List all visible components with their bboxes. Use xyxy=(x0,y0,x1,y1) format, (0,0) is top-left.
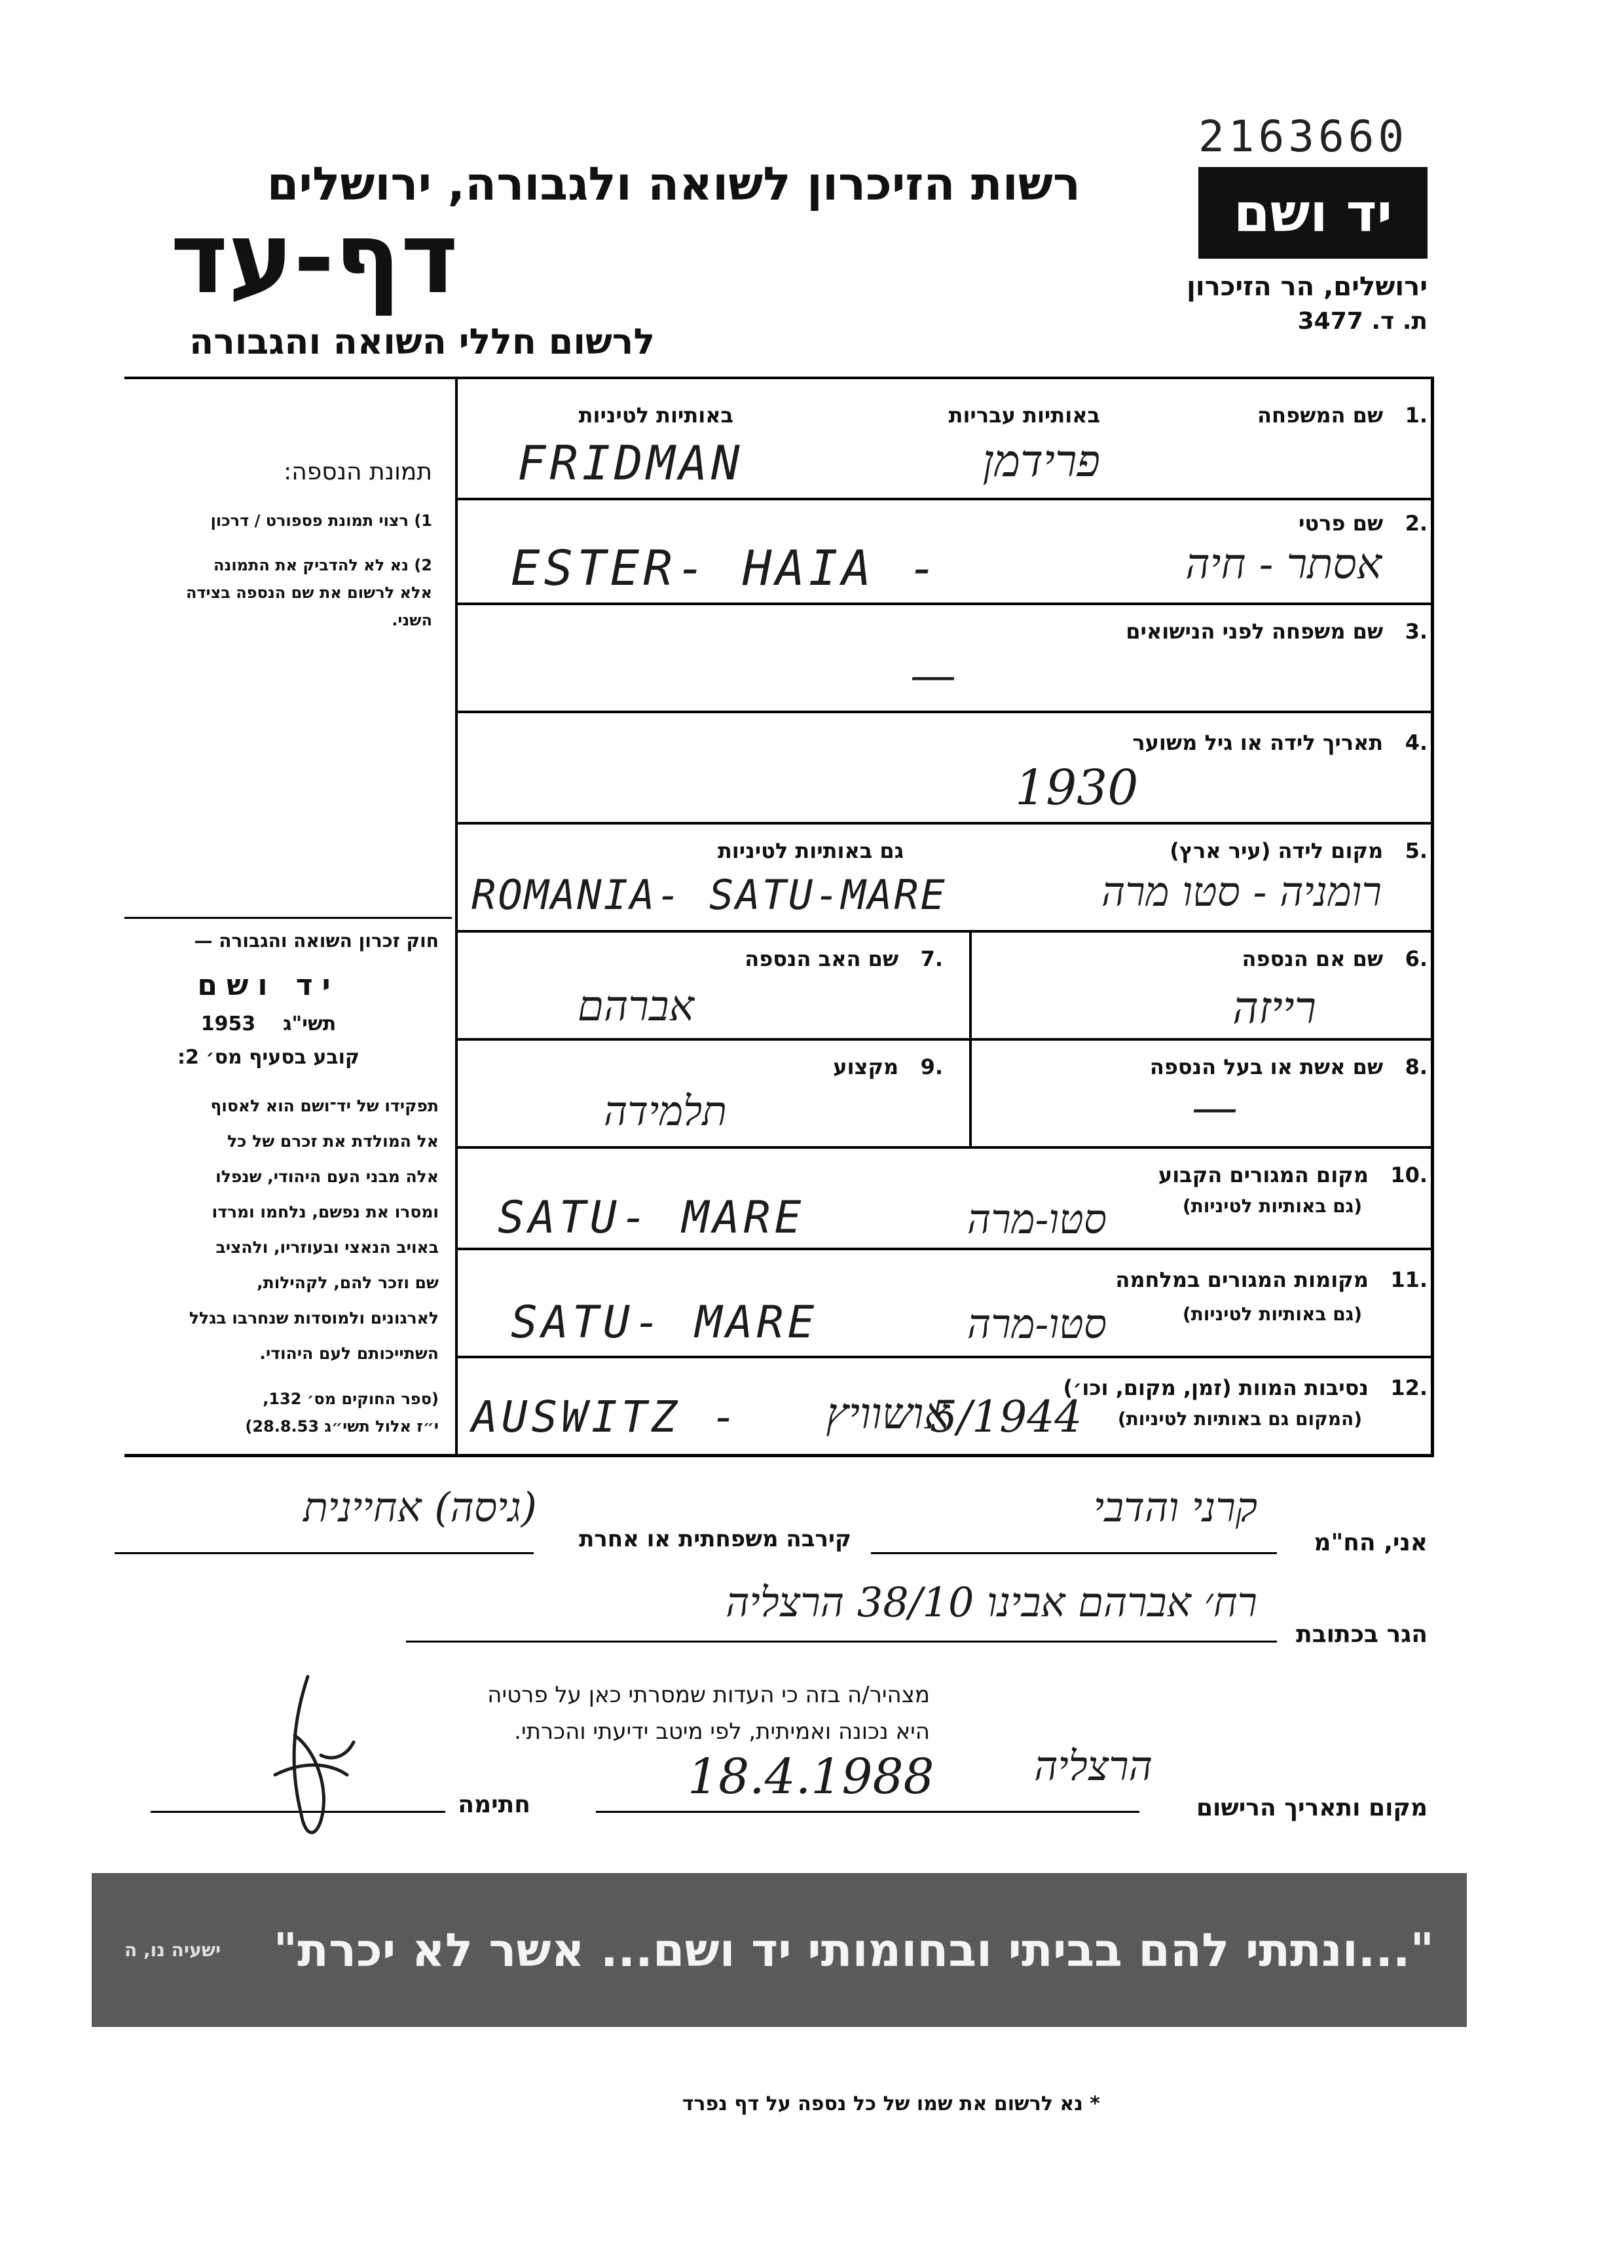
field-number: .9 xyxy=(920,1054,943,1079)
field-6-label xyxy=(1242,946,1428,971)
field-number: .12 xyxy=(1390,1375,1428,1400)
field-2-label xyxy=(1299,511,1428,536)
law-name: יד ושם xyxy=(197,969,340,1002)
field-label: שם האב הנספה xyxy=(745,946,899,971)
first-name-hebrew-value: אסתר - חיה xyxy=(1185,540,1382,589)
field-number: .8 xyxy=(1405,1054,1428,1079)
field-3-label xyxy=(1126,619,1428,644)
yad-vashem-logo xyxy=(1198,167,1428,259)
row-divider xyxy=(455,1356,1434,1358)
law-title: חוק זכרון השואה והגבורה — xyxy=(194,930,439,952)
row-divider xyxy=(455,498,1434,500)
field-label: נסיבות המוות (זמן, מקום, וכו׳) xyxy=(1063,1375,1369,1400)
field-label: תאריך לידה או גיל משוער xyxy=(1132,730,1384,755)
field-number: .5 xyxy=(1405,838,1428,863)
header-rule xyxy=(124,377,1434,379)
declarant-intro: אני, הח"מ xyxy=(1314,1529,1428,1556)
field-4-label xyxy=(1132,730,1428,755)
field-number: .11 xyxy=(1390,1267,1428,1292)
profession-value: תלמידה xyxy=(603,1087,727,1135)
field-8-label xyxy=(1150,1054,1428,1079)
law-line: אל המולדת את זכרם של כל xyxy=(227,1132,439,1151)
row-divider xyxy=(455,603,1434,605)
field-number: .2 xyxy=(1405,511,1428,536)
field-number: .4 xyxy=(1405,730,1428,755)
field-10-note: (גם באותיות לטיניות) xyxy=(1182,1195,1362,1217)
row-divider xyxy=(455,711,1434,713)
field-label: מקצוע xyxy=(833,1054,899,1079)
logo-text: יד ושם xyxy=(1233,182,1393,244)
row-divider xyxy=(124,1454,1434,1457)
relation-label: קירבה משפחתית או אחרת xyxy=(579,1526,851,1552)
residence-hebrew-value: סטו-מרה xyxy=(967,1195,1107,1243)
field-1-label xyxy=(1257,403,1428,428)
form-title: דף-עד xyxy=(170,202,458,316)
field-label: שם המשפחה xyxy=(1257,403,1384,428)
photo-note xyxy=(118,458,432,629)
quote-banner xyxy=(92,1873,1467,2027)
photo-note-line: 2) נא לא להדביק את התמונה xyxy=(213,556,432,574)
relation-underline xyxy=(115,1552,534,1554)
law-reference: (ספר החוקים מס׳ 132, xyxy=(263,1390,439,1408)
column-divider xyxy=(969,930,972,1146)
row-divider xyxy=(455,1038,1434,1041)
wartime-residence-hebrew-value: סטו-מרה xyxy=(967,1300,1107,1348)
residence-latin-value: SATU- MARE xyxy=(498,1192,805,1244)
row-divider xyxy=(455,930,1434,933)
registration-place-value: הרצליה xyxy=(1034,1742,1153,1790)
photo-note-line: השני. xyxy=(392,611,432,629)
birth-place-hebrew-value: רומניה - סטו מרה xyxy=(1101,868,1382,916)
field-10-label xyxy=(1158,1162,1428,1187)
field-9-label xyxy=(833,1054,943,1079)
form-right-border xyxy=(1431,377,1434,1454)
field-label: מקומות המגורים במלחמה xyxy=(1115,1267,1369,1292)
field-number: .10 xyxy=(1390,1162,1428,1187)
address-label: הגר בכתובת xyxy=(1296,1621,1428,1648)
field-7-label xyxy=(745,946,943,971)
law-paragraph xyxy=(98,1088,439,1371)
date-underline xyxy=(596,1811,1139,1813)
address-value: רח׳ אברהם אבינו 38/10 הרצליה xyxy=(726,1578,1257,1626)
row-divider xyxy=(455,1248,1434,1250)
law-line: אלה מבני העם היהודי, שנפלו xyxy=(215,1167,439,1186)
surname-hebrew-value: פרידמן xyxy=(982,436,1100,487)
authority-title: רשות הזיכרון לשואה ולגבורה, ירושלים xyxy=(267,157,1080,211)
document-number: 2163660 xyxy=(1198,111,1409,162)
maiden-name-value: — xyxy=(910,648,956,702)
father-name-value: אברהם xyxy=(577,982,694,1031)
declaration-line: היא נכונה ואמיתית, לפי מיטב ידיעתי והכרתי. xyxy=(514,1719,930,1745)
field-label: שם פרטי xyxy=(1299,511,1384,536)
field-label: מקום לידה (עיר ארץ) xyxy=(1170,838,1384,863)
field-12-label xyxy=(1063,1375,1428,1400)
footer-note: * נא לרשום את שמו של כל נספה על דף נפרד xyxy=(682,2092,1100,2115)
address-line-1: ירושלים, הר הזיכרון xyxy=(1187,272,1428,302)
death-place-hebrew-value: אושוויץ xyxy=(826,1388,950,1439)
photo-note-line: 1) רצוי תמונת פספורט / דרכון xyxy=(210,511,432,530)
field-label: שם אשת או בעל הנספה xyxy=(1149,1054,1384,1079)
law-text xyxy=(98,930,439,1436)
banner-source: ישעיה נו, ה xyxy=(124,1939,221,1961)
birth-date-value: 1930 xyxy=(1015,760,1139,816)
field-12-note: (המקום גם באותיות לטיניות) xyxy=(1117,1408,1362,1430)
address-line-2: ת. ד. 3477 xyxy=(1297,308,1428,335)
law-year xyxy=(98,1013,439,1035)
law-top-rule xyxy=(124,917,452,919)
row-divider xyxy=(455,1146,1434,1149)
field-number: .7 xyxy=(920,946,943,971)
field-number: .3 xyxy=(1405,619,1428,644)
law-line: תפקידו של יד־ושם הוא לאסוף xyxy=(210,1096,439,1115)
column-header-latin: באותיות לטיניות xyxy=(578,403,733,428)
death-date-value: 5/1944 xyxy=(930,1392,1082,1442)
law-line: השתייכותם לעם היהודי. xyxy=(259,1344,439,1363)
field-label: שם משפחה לפני הנישואים xyxy=(1126,619,1384,644)
law-line: ומסרו את נפשם, נלחמו ומרדו xyxy=(212,1202,439,1221)
place-date-label: מקום ותאריך הרישום xyxy=(1196,1794,1428,1821)
surname-latin-value: FRIDMAN xyxy=(517,436,744,491)
law-clause: קובע בסעיף מס׳ 2: xyxy=(177,1046,360,1069)
first-name-latin-value: ESTER- HAIA - xyxy=(511,540,942,597)
field-label: שם אם הנספה xyxy=(1242,946,1384,971)
law-reference: י״ז אלול תשי״ג 28.8.53) xyxy=(245,1417,439,1436)
declarant-name-underline xyxy=(871,1552,1277,1554)
death-place-latin-value: AUSWITZ - xyxy=(471,1392,741,1442)
column-header-hebrew: באותיות עבריות xyxy=(948,403,1100,428)
field-number: .6 xyxy=(1405,946,1428,971)
handwritten-signature xyxy=(216,1664,386,1847)
law-year-number: 1953 xyxy=(200,1013,256,1035)
wartime-residence-latin-value: SATU- MARE xyxy=(511,1297,819,1348)
birth-place-latin-value: ROMANIA- SATU-MARE xyxy=(471,871,947,919)
field-5-note: גם באותיות לטיניות xyxy=(717,838,904,863)
mother-name-value: רייזה xyxy=(1232,982,1316,1034)
field-number: .1 xyxy=(1405,403,1428,428)
law-year-hebrew: תשי"ג xyxy=(283,1013,337,1035)
row-divider xyxy=(455,822,1434,825)
form-left-border xyxy=(455,377,458,1454)
photo-note-title: תמונת הנספה: xyxy=(284,458,432,485)
address-underline xyxy=(406,1641,1277,1643)
law-line: באויב הנאצי ובעוזריו, ולהציב xyxy=(215,1238,439,1257)
declarant-name-value: קרני והדבי xyxy=(1093,1483,1257,1531)
field-11-note: (גם באותיות לטיניות) xyxy=(1182,1303,1362,1325)
form-subtitle: לרשום חללי השואה והגבורה xyxy=(189,321,655,362)
declaration-line: מצהיר/ה בזה כי העדות שמסרתי כאן על פרטיה xyxy=(487,1682,930,1708)
relation-value: (גיסה) אחיינית xyxy=(303,1483,537,1531)
field-label: מקום המגורים הקבוע xyxy=(1158,1162,1369,1187)
field-5-label xyxy=(1170,838,1428,863)
banner-quote: "...ונתתי להם בביתי ובחומותי יד ושם... אשר לא יכרת" xyxy=(273,1923,1434,1977)
spouse-name-value: — xyxy=(1192,1081,1238,1134)
declaration-text xyxy=(487,1677,930,1750)
law-line: שם וזכר להם, לקהילות, xyxy=(257,1273,439,1292)
field-11-label xyxy=(1115,1267,1428,1292)
registration-date-value: 18.4.1988 xyxy=(688,1749,934,1805)
signature-label: חתימה xyxy=(458,1791,530,1818)
law-line: לארגונים ולמוסדות שנחרבו בגלל xyxy=(189,1309,439,1328)
photo-note-line: אלא לרשום את שם הנספה בצידה xyxy=(185,584,432,602)
